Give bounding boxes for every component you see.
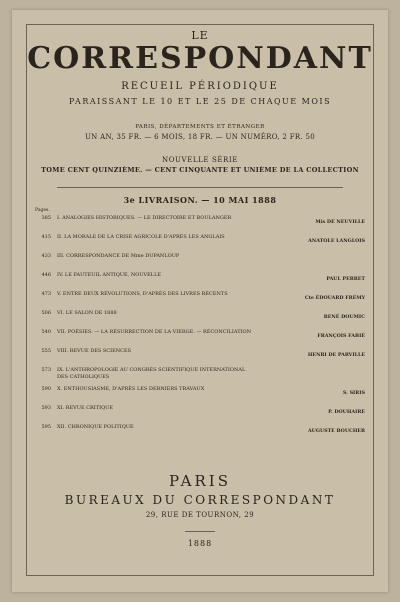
toc-entry [27, 253, 373, 272]
toc-page: 473 [41, 291, 51, 297]
volume-label: TOME CENT QUINZIÈME. — CENT CINQUANTE ET UNIÈME DE LA COLLECTION [41, 166, 359, 174]
toc-author: AUGUSTE BOUCHER [307, 428, 365, 434]
publication-frequency: PARAISSANT LE 10 ET LE 25 DE CHAQUE MOIS [68, 97, 332, 106]
issue-label: 3e LIVRAISON. — 10 MAI 1888 [123, 195, 277, 205]
toc-author: S. SIRIS [342, 390, 365, 396]
toc-author: Mis DE NEUVILLE [315, 219, 365, 225]
toc-author: ANATOLE LANGLOIS [308, 238, 365, 244]
toc-author: HENRI DE PARVILLE [307, 352, 365, 358]
subscription-prices: UN AN, 35 FR. — 6 MOIS, 18 FR. — UN NUMÉRO, 2 FR. 50 [84, 133, 315, 141]
toc-title: II. LA MORALE DE LA CRISE AGRICOLE D'APRÈS LES ANGLAIS [57, 234, 225, 240]
toc-entry [27, 291, 373, 310]
masthead-title: CORRESPONDANT [27, 41, 373, 76]
toc-title: VI. LE SALON DE 1888 [57, 310, 117, 316]
toc-entry [27, 329, 373, 348]
publisher-office: BUREAUX DU CORRESPONDANT [64, 493, 336, 507]
publication-year: 1888 [187, 539, 213, 548]
toc-page: 590 [41, 386, 51, 392]
toc-title: V. ENTRE DEUX RÉVOLUTIONS, D'APRÈS DES LIVRES RÉCENTS [57, 291, 228, 297]
toc-entry [27, 348, 373, 367]
pages-column-label: Pages. [35, 208, 50, 213]
toc-title: X. ENTHOUSIASME, D'APRÈS LES DERNIERS TRAVAUX [57, 386, 205, 392]
toc-author: PAUL PERRET [326, 276, 365, 282]
toc-entry [27, 234, 373, 253]
toc-page: 446 [41, 272, 51, 278]
publisher-address: 29, RUE DE TOURNON, 29 [145, 511, 255, 519]
series-label: NOUVELLE SÉRIE [161, 156, 238, 164]
toc-page: 433 [41, 253, 51, 259]
toc-title: IX. L'ANTHROPOLOGIE AU CONGRÈS SCIENTIFIQUE INTERNATIONAL DES CATHOLIQUES [57, 367, 246, 380]
toc-page: 415 [41, 234, 51, 240]
document-cover [12, 10, 388, 592]
toc-title: IV. LE FAUTEUIL ANTIQUE, NOUVELLE [57, 272, 162, 278]
table-of-contents [27, 215, 373, 443]
divider [57, 187, 343, 188]
toc-entry [27, 424, 373, 443]
subscription-region: PARIS, DÉPARTEMENTS ET ÉTRANGER [135, 124, 265, 130]
toc-title: I. ANALOGIES HISTORIQUES. — LE DIRECTOIRE ET BOULANGER [57, 215, 232, 221]
toc-title: VII. POÉSIES. — LA RÉSURRECTION DE LA VIERGE. — RÉCONCILIATION [57, 329, 251, 335]
toc-entry [27, 272, 373, 291]
toc-author: RENÉ DOUMIC [323, 314, 365, 320]
toc-author: P. DOUHAIRE [328, 409, 365, 415]
toc-page: 573 [41, 367, 51, 373]
toc-title: VIII. REVUE DES SCIENCES [57, 348, 132, 354]
toc-title: XII. CHRONIQUE POLITIQUE [57, 424, 134, 430]
short-divider [185, 531, 215, 532]
toc-page: 595 [41, 424, 51, 430]
toc-page: 540 [41, 329, 51, 335]
masthead-article: LE [191, 29, 209, 42]
toc-entry [27, 386, 373, 405]
toc-page: 555 [41, 348, 51, 354]
toc-entry [27, 405, 373, 424]
toc-entry [27, 367, 373, 386]
toc-entry [27, 310, 373, 329]
toc-page: 385 [41, 215, 51, 221]
toc-title: XI. REVUE CRITIQUE [57, 405, 114, 411]
subtitle: RECUEIL PÉRIODIQUE [121, 81, 279, 92]
publisher-city: PARIS [168, 472, 232, 490]
cover-frame [26, 24, 374, 576]
toc-entry [27, 215, 373, 234]
toc-page: 593 [41, 405, 51, 411]
toc-author: FRANÇOIS FABIÉ [317, 333, 365, 339]
toc-page: 506 [41, 310, 51, 316]
toc-title: III. CORRESPONDANCE DE Mme DUPANLOUP [57, 253, 180, 259]
toc-author: Cte ÉDOUARD FRÉMY [304, 295, 365, 301]
